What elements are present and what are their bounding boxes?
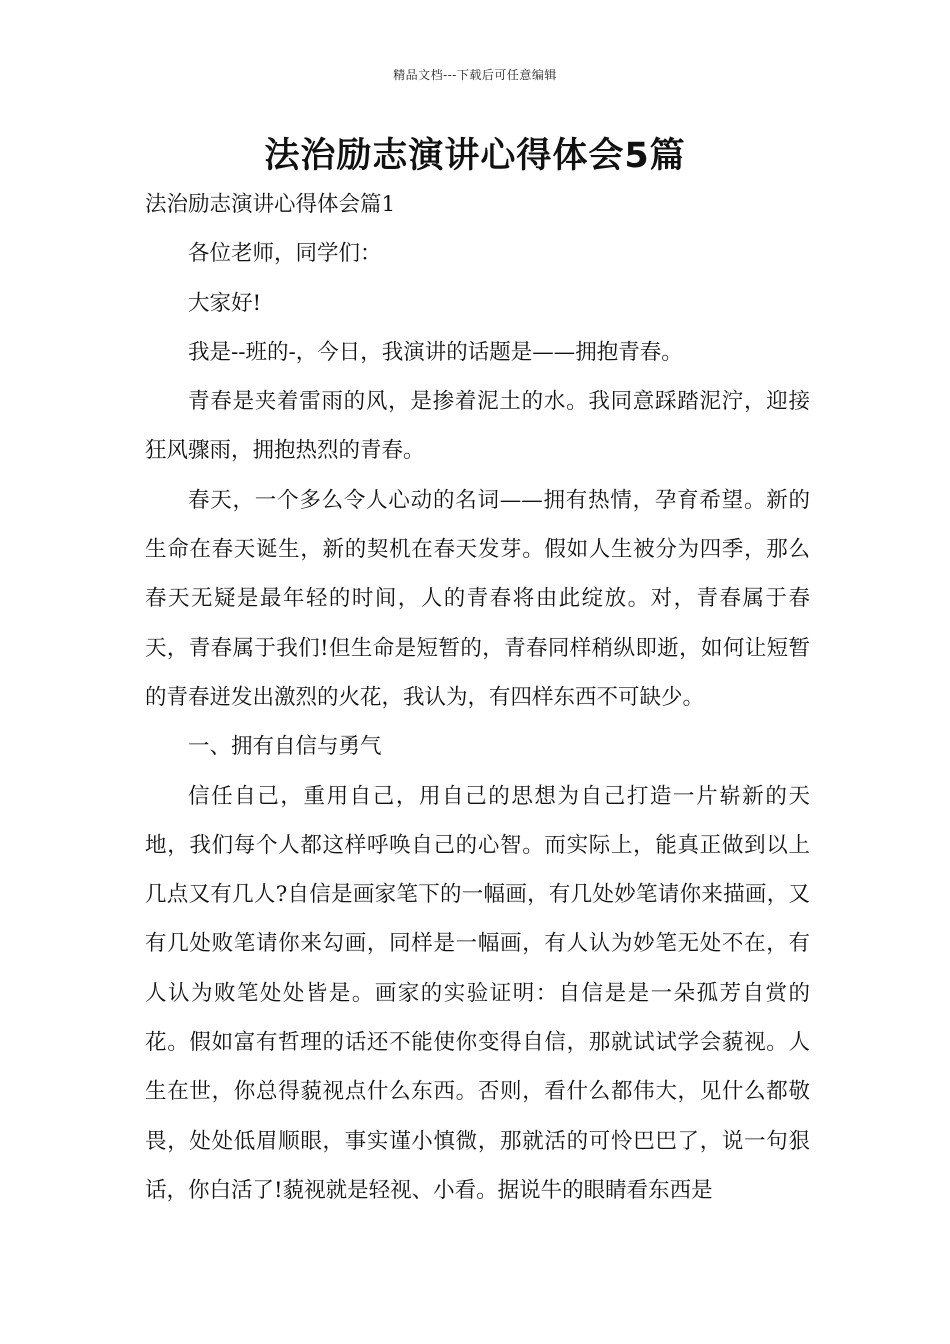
- paragraph-confidence: 信任自己，重用自己，用自己的思想为自己打造一片崭新的天地，我们每个人都这样呼唤自己的心智。而实际上，能真正做到以上几点又有几人?自信是画家笔下的一幅画，有几处妙笔请你来描画，又有几处败笔请你来勾画，同样是一幅画，有人认为妙笔无处不在，有人认为败笔处处皆是。画家的实验证明：自信是是一朵孤芳自赏的花。假如富有哲理的话还不能使你变得自信，那就试试学会藐视。人生在世，你总得藐视点什么东西。否则，看什么都伟大，见什么都敬畏，处处低眉顺眼，事实谨小慎微，那就活的可怜巴巴了，说一句狠话，你白活了!藐视就是轻视、小看。据说牛的眼睛看东西是: [145, 783, 810, 1203]
- paragraph-point-one-heading: 一、拥有自信与勇气: [188, 734, 382, 760]
- section-heading: 法治励志演讲心得体会篇1: [145, 192, 396, 217]
- paragraph-hello: 大家好!: [188, 290, 262, 316]
- paragraph-spring: 春天，一个多么令人心动的名词——拥有热情，孕育希望。新的生命在春天诞生，新的契机在春天发芽。假如人生被分为四季，那么春天无疑是最年轻的时间，人的青春将由此绽放。对，青春属于春天，青春属于我们!但生命是短暂的，青春同样稍纵即逝，如何让短暂的青春迸发出激烈的火花，我认为，有四样东西不可缺少。: [145, 487, 810, 710]
- document-body: [145, 180, 810, 1215]
- paragraph-youth: 青春是夹着雷雨的风，是掺着泥土的水。我同意踩踏泥泞，迎接狂风骤雨，拥抱热烈的青春。: [145, 389, 810, 464]
- paragraph-greeting: 各位老师，同学们：: [188, 241, 382, 267]
- document-title: 法治励志演讲心得体会5篇: [264, 136, 686, 176]
- paragraph-intro: 我是--班的-，今日，我演讲的话题是——拥抱青春。: [188, 339, 683, 365]
- header-note: 精品文档---下载后可任意编辑: [393, 68, 557, 82]
